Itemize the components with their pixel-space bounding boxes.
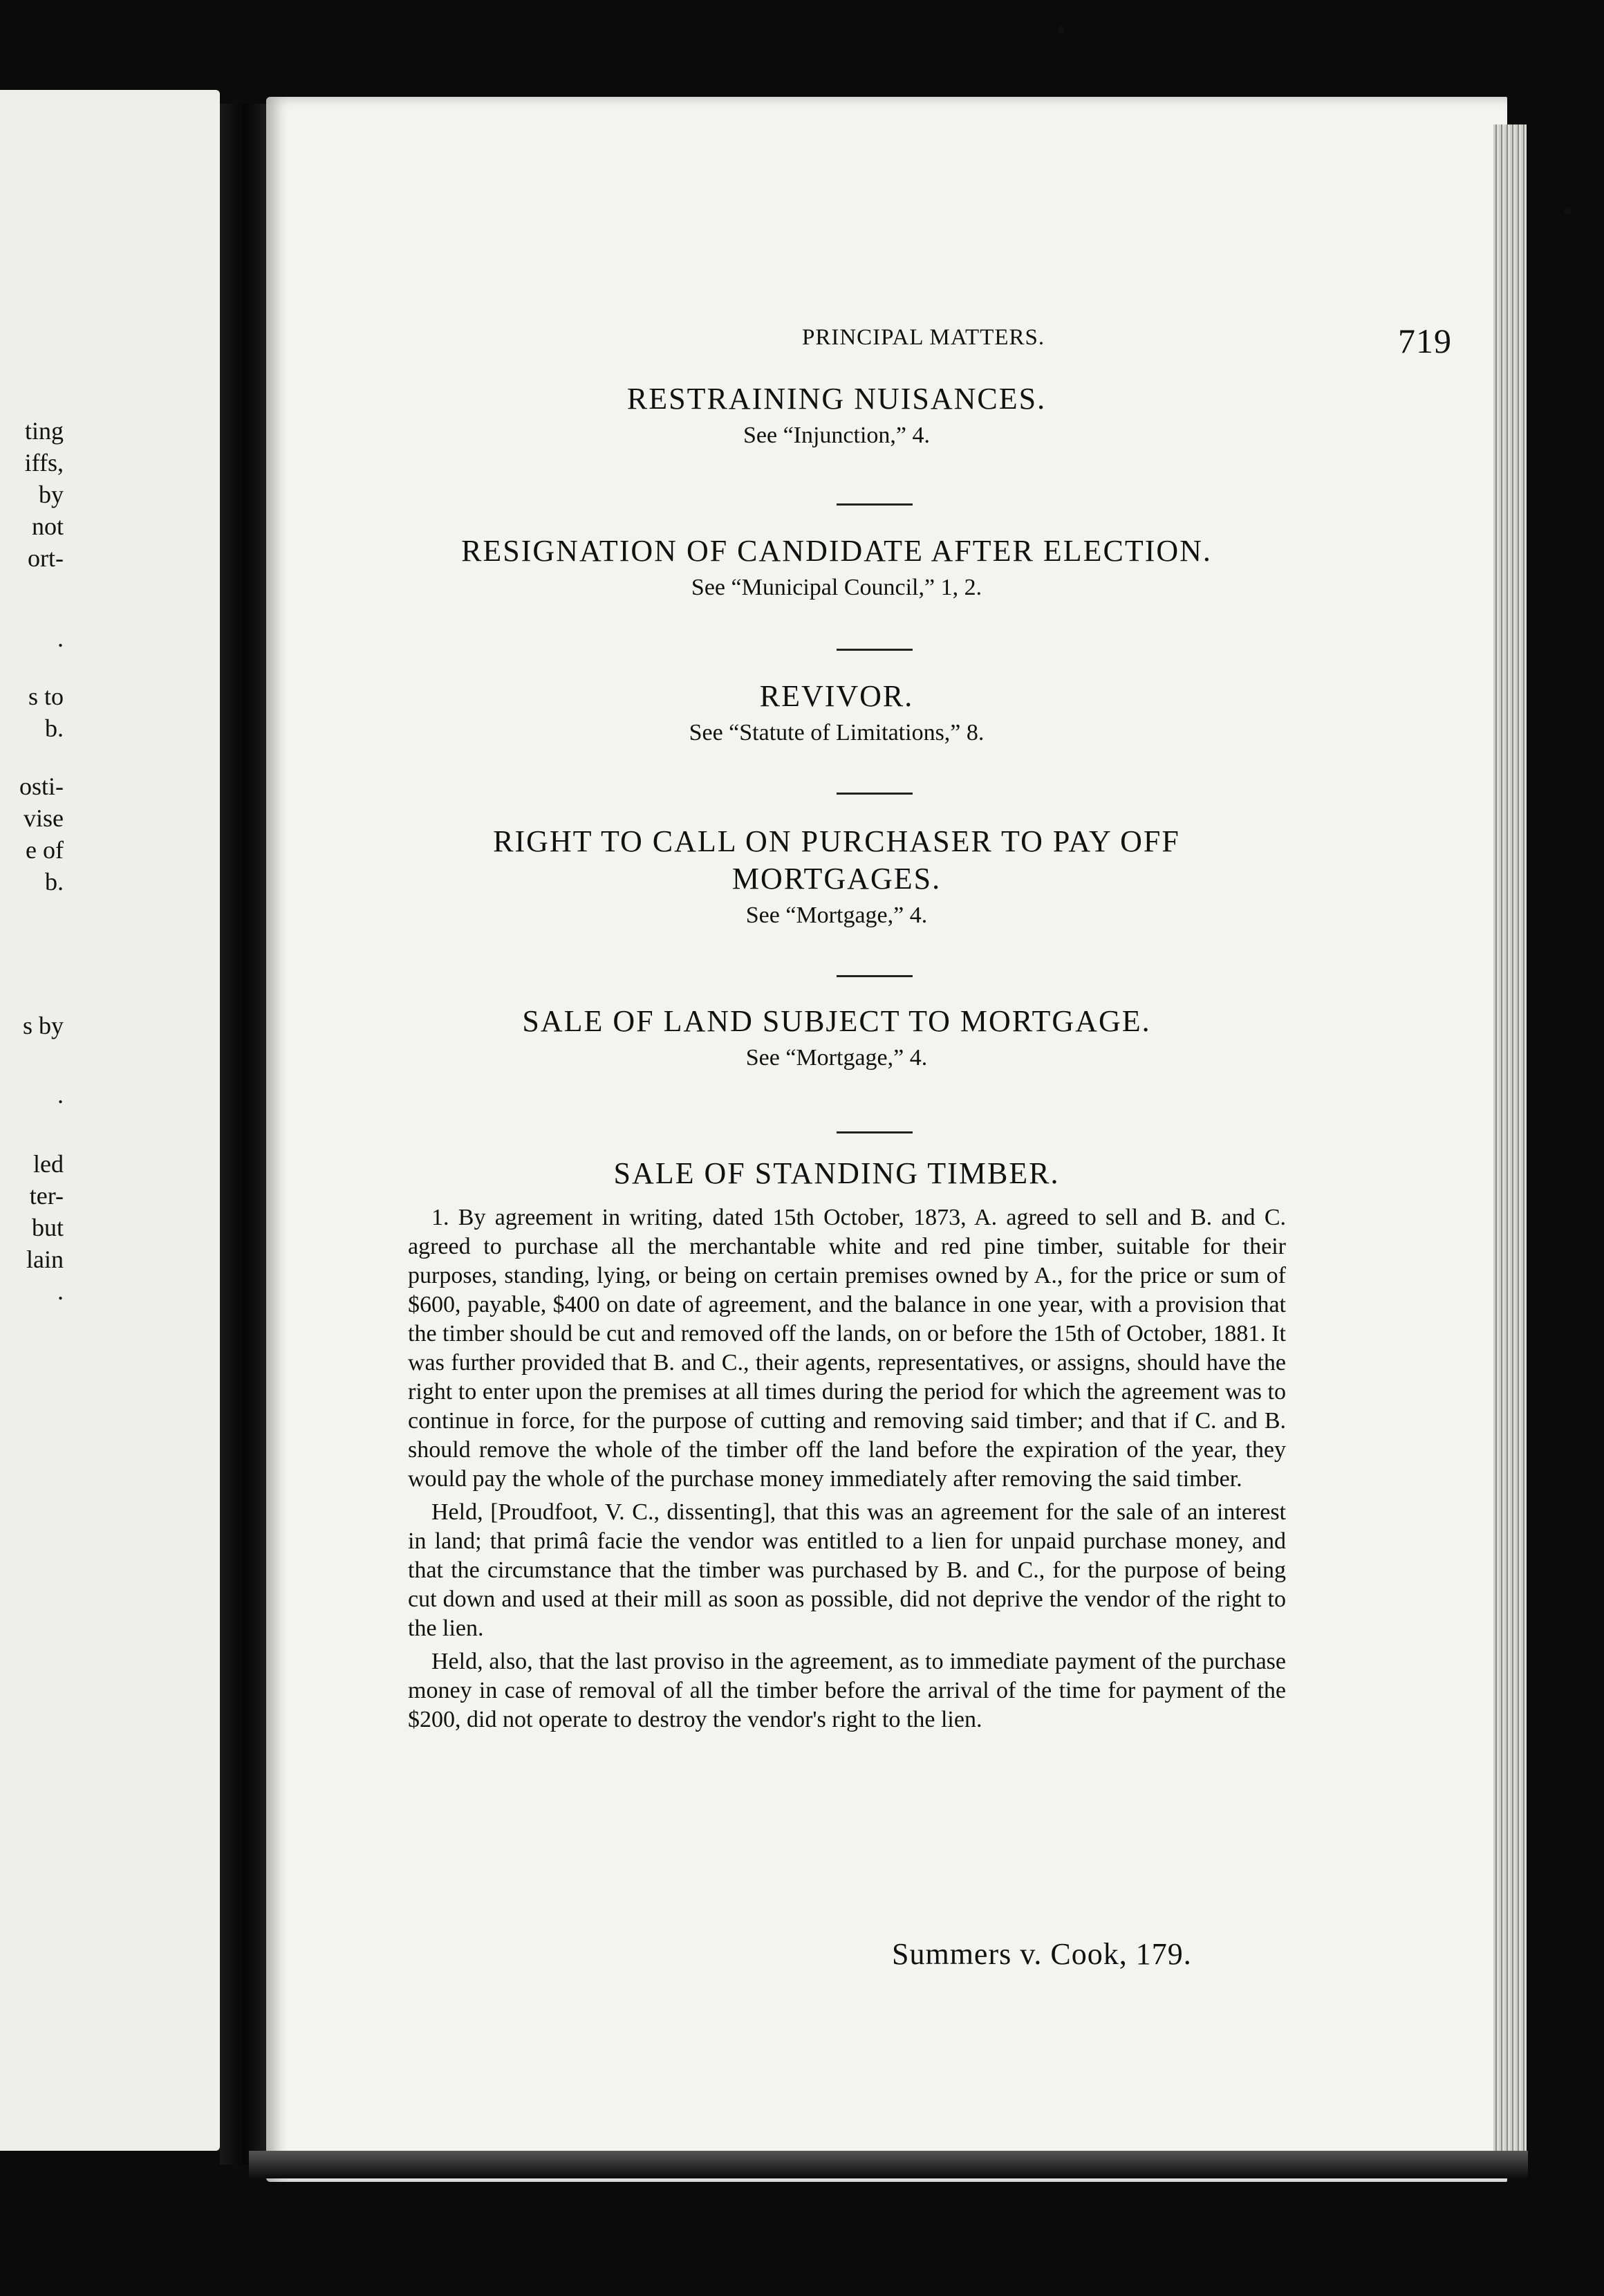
left-fragment: s by — [22, 1012, 64, 1039]
book-gutter — [220, 104, 270, 2165]
cross-reference: See “Statute of Limitations,” 8. — [689, 720, 985, 746]
left-fragment: but — [31, 1214, 64, 1241]
cross-reference: See “Injunction,” 4. — [743, 423, 931, 448]
index-entry — [353, 823, 1321, 931]
left-fragment: b. — [45, 714, 64, 742]
left-fragment: ort- — [28, 544, 64, 572]
page-edges — [1493, 124, 1527, 2172]
section-rule — [837, 649, 913, 651]
index-entry — [353, 1155, 1321, 1192]
cross-reference: See “Municipal Council,” 1, 2. — [691, 575, 982, 600]
scan-speck — [1058, 26, 1065, 33]
entry-heading: RESIGNATION OF CANDIDATE AFTER ELECTION. — [461, 534, 1212, 568]
left-fragment: osti- — [19, 772, 64, 800]
case-citation: Summers v. Cook, 179. — [892, 1937, 1192, 1971]
left-fragment: iffs, — [24, 449, 64, 476]
page-number: 719 — [1398, 322, 1452, 360]
section-rule — [837, 503, 913, 506]
entry-heading-continued: MORTGAGES. — [731, 862, 942, 896]
left-fragment: ter- — [29, 1182, 64, 1210]
left-fragment: led — [33, 1150, 64, 1178]
index-entry — [353, 678, 1321, 748]
left-fragment: b. — [45, 868, 64, 896]
cross-reference: See “Mortgage,” 4. — [745, 1045, 928, 1071]
bottom-shadow — [249, 2151, 1528, 2178]
left-fragment: not — [31, 512, 64, 540]
entry-heading: SALE OF STANDING TIMBER. — [613, 1156, 1060, 1190]
index-entry — [353, 533, 1321, 603]
left-fragment: e of — [26, 836, 64, 864]
left-fragment: vise — [24, 804, 64, 832]
index-entry — [353, 380, 1321, 451]
section-rule — [837, 1131, 913, 1133]
left-fragment: s to — [28, 683, 64, 710]
left-fragment: by — [39, 481, 64, 508]
left-page — [0, 90, 220, 2151]
entry-heading: RIGHT TO CALL ON PURCHASER TO PAY OFF — [493, 824, 1180, 858]
timber-digest — [408, 1203, 1286, 1739]
digest-paragraph: Held, [Proudfoot, V. C., dissenting], that this was an agreement for the sale of an interest in land; that primâ facie the vendor was entitled to a lien for unpaid purchase money, and that the circumstance that the timber was purchased by B. and C., for the purpose of being cut down and used at their mill as soon as possible, did not deprive the vendor of the right to the lien. — [408, 1499, 1286, 1641]
entry-heading: SALE OF LAND SUBJECT TO MORTGAGE. — [522, 1004, 1151, 1038]
left-fragment: ting — [24, 417, 64, 445]
section-rule — [837, 975, 913, 977]
index-entry — [353, 1003, 1321, 1073]
left-fragment: . — [57, 1081, 64, 1109]
left-fragment: . — [57, 624, 64, 652]
cross-reference: See “Mortgage,” 4. — [745, 902, 928, 928]
digest-paragraph: Held, also, that the last proviso in the agreement, as to immediate payment of the purchase money in case of removal of all the timber before the arrival of the time for payment of the $200, did not operate to destroy the vendor's right to the lien. — [408, 1649, 1286, 1732]
entry-heading: REVIVOR. — [759, 679, 914, 713]
digest-paragraph: 1. By agreement in writing, dated 15th October, 1873, A. agreed to sell and B. and C. agreed to purchase all the merchantable white and red pine timber, suitable for their purposes, standing, lying, or being on certain premises owned by A., for the price or sum of $600, payable, $400 on date of agreement, and the balance in one year, with a provision that the timber should be cut and removed off the lands, on or before the 15th of October, 1881. It was further provided that B. and C., their agents, representatives, or assigns, should have the right to enter upon the premises at all times during the period for which the agreement was to continue in force, for the purpose of cutting and removing said timber; and that if C. and B. should remove the whole of the timber off the land before the expiration of the year, they would pay the whole of the purchase money immediately after removing the said timber. — [408, 1205, 1286, 1492]
left-fragment: . — [57, 1277, 64, 1305]
running-head-title: PRINCIPAL MATTERS. — [802, 325, 1045, 350]
section-rule — [837, 793, 913, 795]
scan-speck — [1564, 207, 1571, 214]
entry-heading: RESTRAINING NUISANCES. — [626, 382, 1047, 416]
left-fragment: lain — [26, 1246, 64, 1273]
